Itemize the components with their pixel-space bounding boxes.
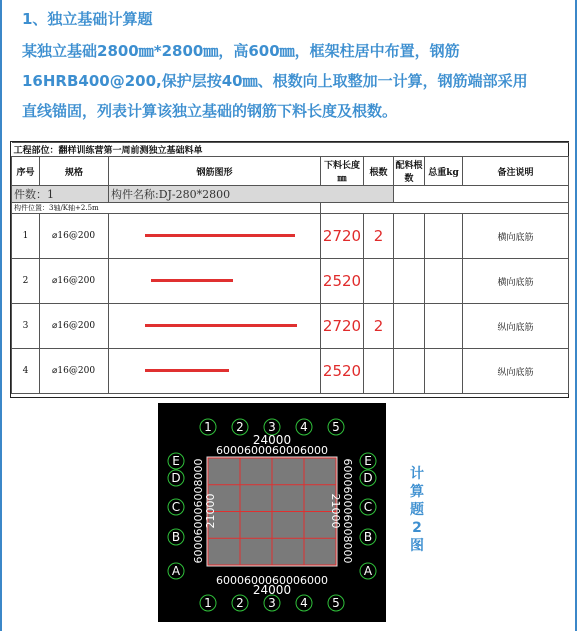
axis-label: 4: [300, 596, 308, 610]
span-dimensions-bottom: 6000600060006000: [216, 574, 328, 587]
drawing-canvas: [158, 403, 386, 622]
row-length: 2520: [321, 349, 364, 394]
row-spec: ⌀16@200: [40, 259, 109, 304]
axis-label: 2: [236, 596, 244, 610]
col-count: 根数: [364, 157, 394, 186]
row-length: 2520: [321, 259, 364, 304]
table-row: [12, 349, 569, 394]
row-shape: [109, 214, 321, 259]
row-count: 2: [364, 214, 394, 259]
rebar-line: [151, 279, 233, 282]
row-note: 横向底筋: [463, 214, 569, 259]
row-pieces: [394, 259, 425, 304]
row-shape: [109, 349, 321, 394]
row-no: 3: [12, 304, 40, 349]
rebar-schedule-sheet: [10, 141, 569, 398]
table-row: [12, 259, 569, 304]
question-block: [22, 8, 567, 126]
axis-label: A: [363, 564, 373, 578]
axis-label: 5: [332, 596, 340, 610]
total-dimension-right: 21000: [329, 493, 342, 529]
rebar-line: [145, 324, 297, 327]
question-line-1: 某独立基础2800㎜*2800㎜，高600㎜，框架柱居中布置，钢筋: [22, 42, 460, 60]
rebar-line: [145, 369, 229, 372]
axis-label: B: [171, 530, 181, 544]
row-no: 2: [12, 259, 40, 304]
axis-label: 1: [204, 596, 212, 610]
row-weight: [425, 349, 463, 394]
axis-label: C: [171, 500, 181, 514]
axis-label: A: [171, 564, 181, 578]
row-note: 纵向底筋: [463, 304, 569, 349]
row-length: 2720: [321, 304, 364, 349]
row-count: [364, 259, 394, 304]
project-title: 工程部位：翻样训练营第一周前测独立基础料单: [12, 143, 569, 157]
col-no: 序号: [12, 157, 40, 186]
row-count: [364, 349, 394, 394]
col-weight: 总重kg: [425, 157, 463, 186]
member-count: 件数：1: [12, 186, 109, 203]
row-shape: [109, 304, 321, 349]
span-dimensions-left: 600060006008000: [192, 458, 205, 564]
row-pieces: [394, 304, 425, 349]
axis-label: D: [363, 471, 373, 485]
axis-label: 2: [236, 420, 244, 434]
row-no: 4: [12, 349, 40, 394]
span-dimensions-right: 600060006008000: [341, 458, 354, 564]
row-no: 1: [12, 214, 40, 259]
row-weight: [425, 214, 463, 259]
row-weight: [425, 259, 463, 304]
row-note: 横向底筋: [463, 259, 569, 304]
col-pieces: 配料根数: [394, 157, 425, 186]
axis-label: E: [172, 454, 180, 468]
row-pieces: [394, 349, 425, 394]
axis-label: B: [363, 530, 373, 544]
axis-label: 5: [332, 420, 340, 434]
row-weight: [425, 304, 463, 349]
foundation-drawing: [158, 403, 386, 622]
row-pieces: [394, 214, 425, 259]
axis-label: D: [171, 471, 181, 485]
total-dimension-top: 24000: [252, 433, 292, 447]
axis-label: 4: [300, 420, 308, 434]
axis-label: 1: [204, 420, 212, 434]
col-shape: 钢筋图形: [109, 157, 321, 186]
member-position: 构件位置：3轴/K轴+2.5m: [12, 203, 321, 214]
table-row: [12, 304, 569, 349]
row-shape: [109, 259, 321, 304]
member-name: 构件名称:DJ-280*2800: [109, 186, 394, 203]
row-length: 2720: [321, 214, 364, 259]
axis-label: 3: [268, 596, 276, 610]
table-row: [12, 214, 569, 259]
length-unit: ㎜: [337, 174, 347, 184]
rebar-line: [145, 234, 295, 237]
schedule-rows: [12, 214, 569, 394]
rebar-schedule-table: [11, 142, 569, 394]
col-length: 下料长度 ㎜: [321, 157, 364, 186]
question-title: 1、独立基础计算题: [22, 10, 153, 28]
axis-label: 3: [268, 420, 276, 434]
table-header: [12, 157, 569, 186]
row-count: 2: [364, 304, 394, 349]
question-line-3: 直线锚固，列表计算该独立基础的钢筋下料长度及根数。: [22, 102, 398, 120]
question-line-2: 16HRB400@200,保护层按40㎜、根数向上取整加一计算，钢筋端部采用: [22, 72, 528, 90]
row-spec: ⌀16@200: [40, 214, 109, 259]
row-note: 纵向底筋: [463, 349, 569, 394]
axis-label: E: [364, 454, 372, 468]
total-dimension-left: 21000: [204, 493, 217, 529]
row-spec: ⌀16@200: [40, 349, 109, 394]
col-note: 备注说明: [463, 157, 569, 186]
figure-caption: 计 算 题 2 图: [410, 466, 424, 554]
axis-label: C: [363, 500, 373, 514]
span-dimensions-top: 6000600060006000: [216, 444, 328, 457]
col-spec: 规格: [40, 157, 109, 186]
total-dimension-bottom: 24000: [252, 583, 292, 597]
row-spec: ⌀16@200: [40, 304, 109, 349]
